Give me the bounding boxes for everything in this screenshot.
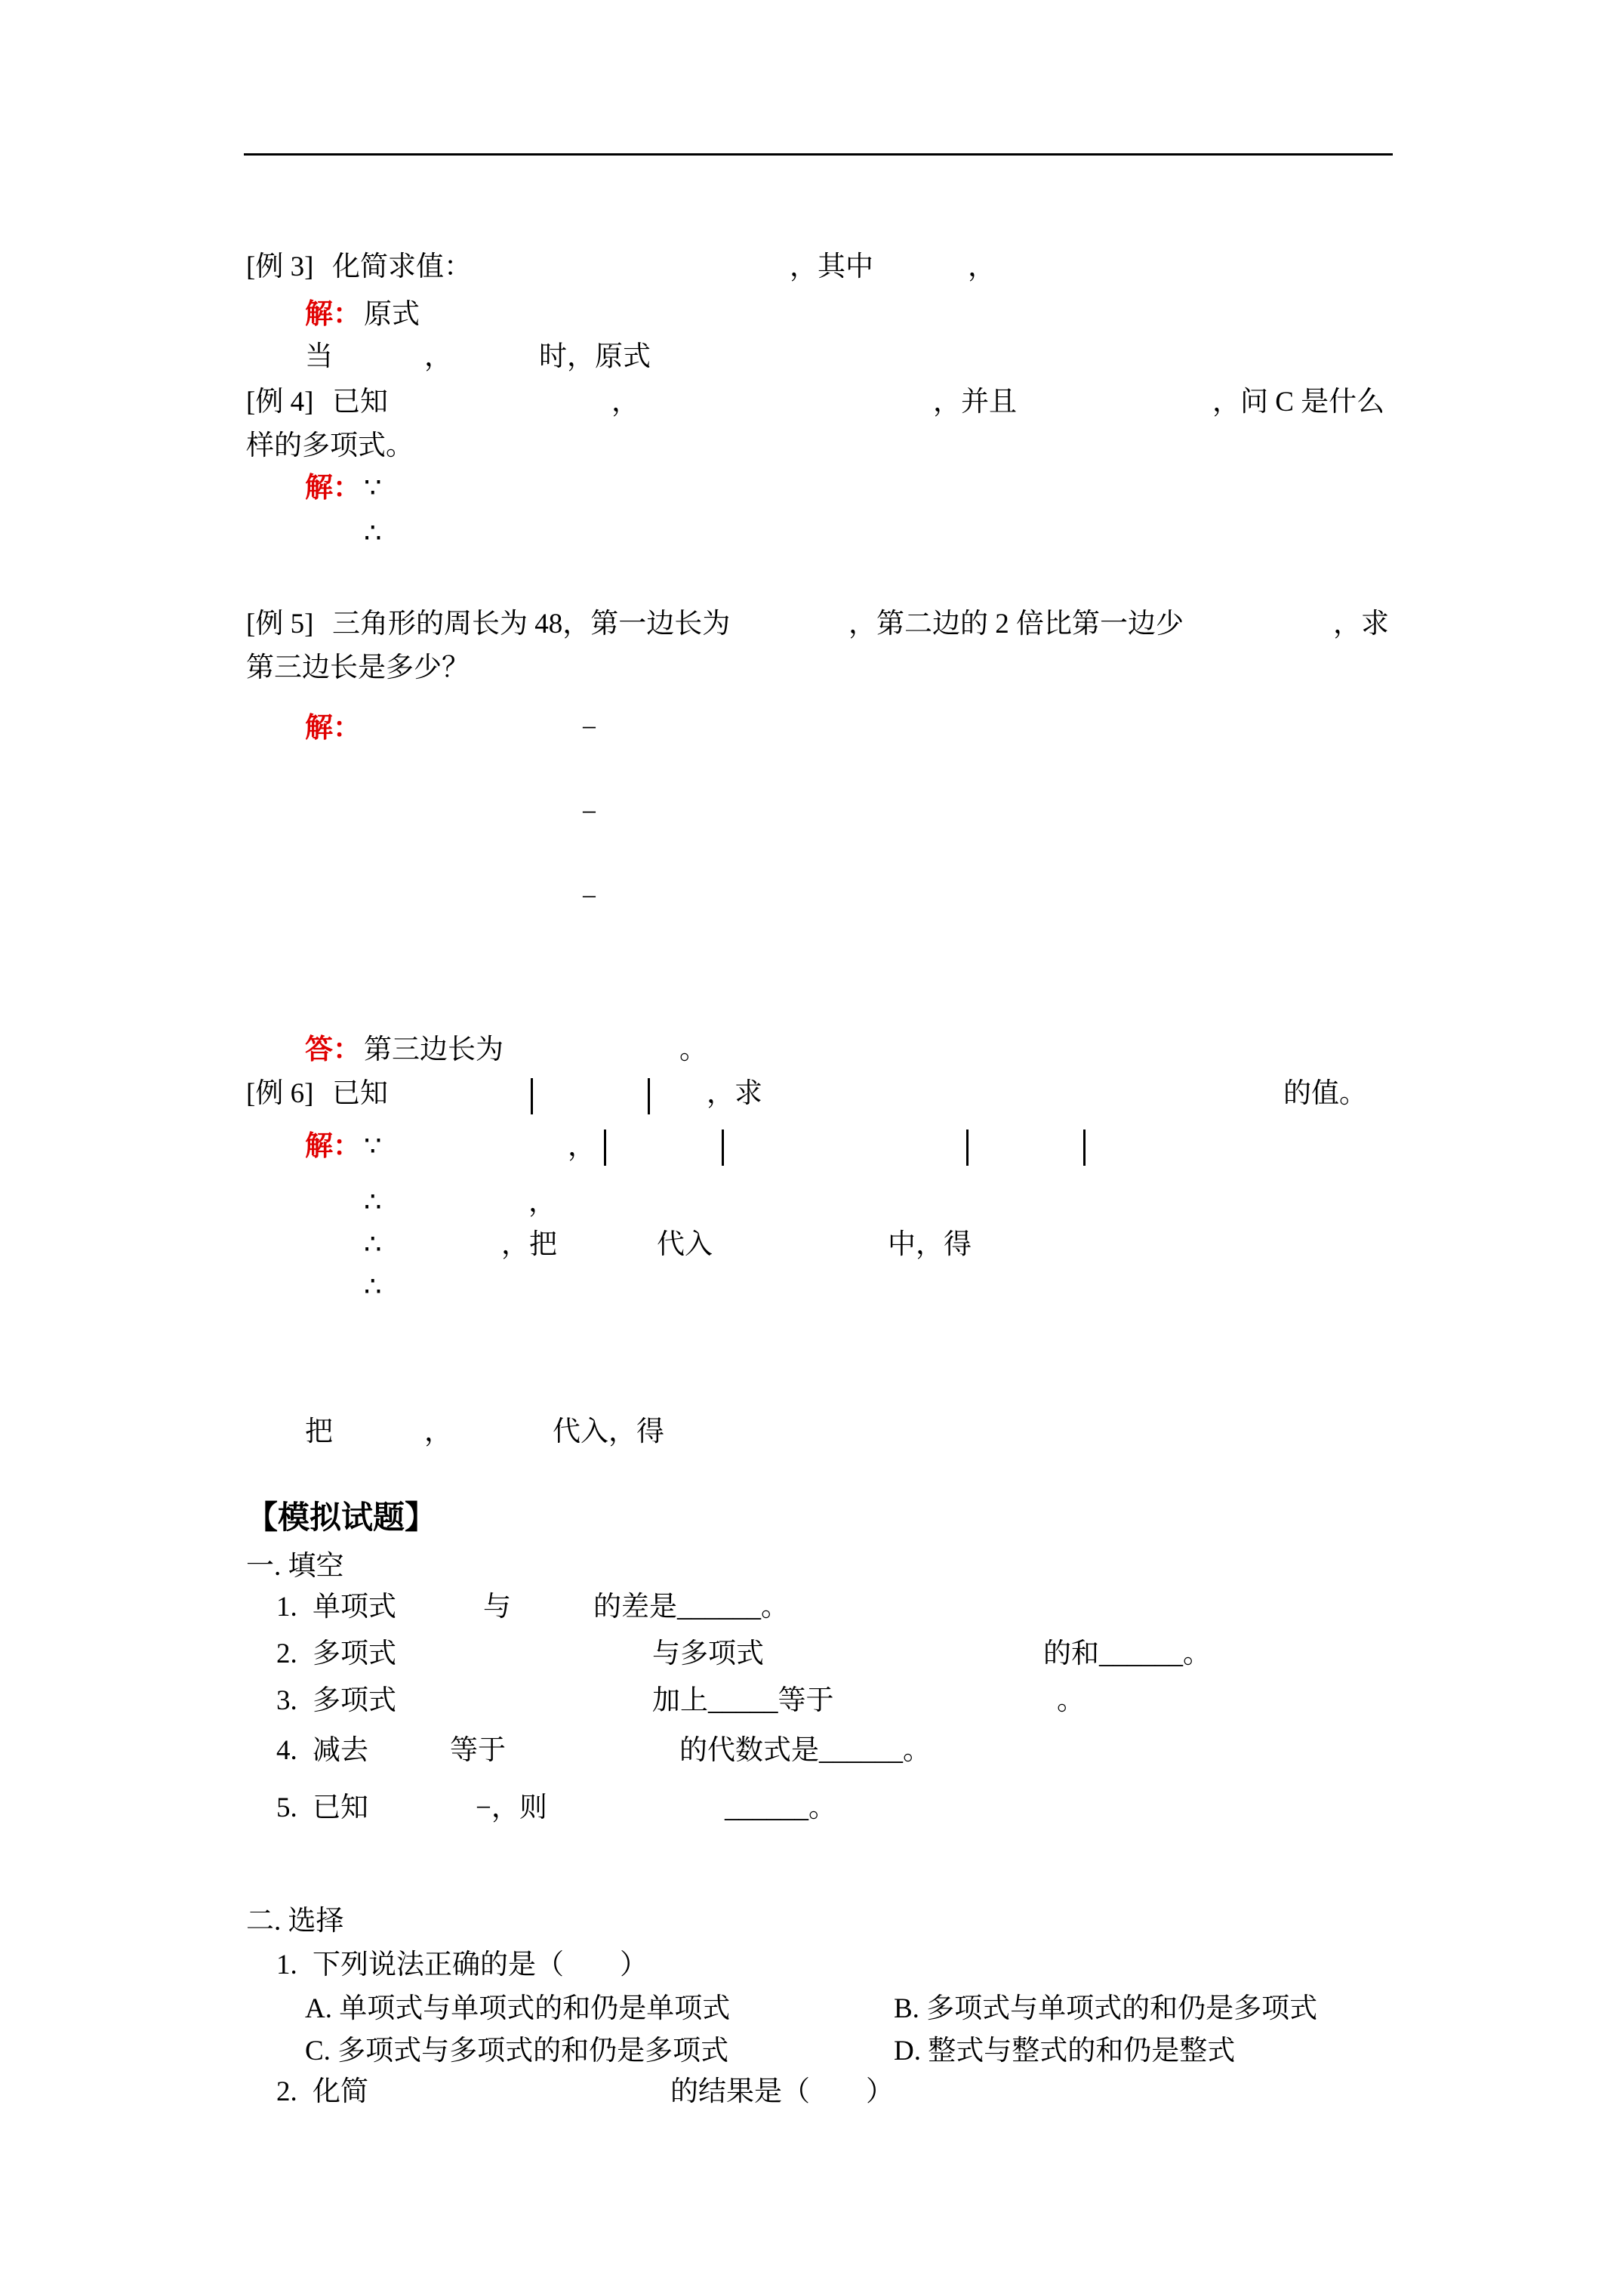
fill-in-header: 一. 填空 (246, 1551, 344, 1582)
example-6-find: ，求 (707, 1078, 762, 1109)
fill-q3-text-b: 加上_____等于 (652, 1685, 834, 1716)
fill-q4-text-a: 减去 (313, 1735, 368, 1766)
example-3-qizhong: ，其中 (790, 251, 873, 282)
abs-bar (531, 1078, 533, 1114)
example-5-dash-2: − (581, 797, 597, 828)
abs-bar (966, 1130, 969, 1166)
choice-header: 二. 选择 (246, 1906, 344, 1937)
example-5-dash-1: − (581, 713, 597, 744)
example-6-comma-b: ， (528, 1187, 556, 1218)
header-rule (244, 153, 1393, 156)
fill-q3-number: 3. (276, 1685, 297, 1716)
therefore-symbol: ∴ (364, 1229, 382, 1260)
fill-q4-number: 4. (276, 1735, 297, 1766)
example-4-and: ，并且 (933, 387, 1017, 418)
example-5-answer-period: 。 (679, 1034, 707, 1065)
fill-q2-text-b: 与多项式 (652, 1638, 764, 1669)
example-4-given: 已知 (332, 387, 388, 418)
example-3-prompt: 化简求值： (332, 251, 472, 282)
example-3-comma: ， (968, 251, 996, 282)
example-6-label: [例 6] (246, 1078, 314, 1109)
therefore-symbol: ∴ (364, 518, 382, 549)
example-5-label: [例 5] (246, 609, 314, 639)
fill-q1-text-c: 的差是______。 (593, 1592, 789, 1623)
abs-bar (648, 1078, 650, 1114)
fill-q3-text-a: 多项式 (313, 1685, 396, 1716)
fill-q5-text-a: 已知 (313, 1792, 368, 1823)
example-5-dash-3: − (581, 882, 597, 913)
example-5-line-2: 第三边长是多少？ (246, 652, 470, 683)
mock-test-title: 【模拟试题】 (246, 1501, 437, 1536)
choice-q2-text-b: 的结果是（ ） (670, 2076, 894, 2107)
fill-q5-text-c: ______。 (725, 1792, 836, 1823)
fill-q5-text-b: −，则 (476, 1792, 547, 1823)
example-3-solution-label: 解： (305, 299, 361, 330)
example-3-when: 当 (305, 341, 333, 372)
example-6-given: 已知 (332, 1078, 388, 1109)
example-5-find: ，求 (1333, 609, 1389, 639)
fill-q3-text-c: 。 (1057, 1685, 1085, 1716)
example-4-label: [例 4] (246, 387, 314, 418)
example-6-into-get: 中，得 (888, 1229, 972, 1260)
abs-bar (722, 1130, 724, 1166)
abs-bar (604, 1130, 606, 1166)
example-6-substitute-2: 把 (305, 1416, 333, 1447)
fill-q4-text-b: 等于 (450, 1735, 506, 1766)
therefore-symbol: ∴ (364, 1187, 382, 1218)
example-5-answer-label: 答： (305, 1034, 361, 1065)
example-3-original-expr: 原式 (364, 299, 420, 330)
fill-q4-text-c: 的代数式是______。 (679, 1735, 931, 1766)
fill-q1-text-a: 单项式 (313, 1592, 396, 1623)
because-symbol: ∵ (364, 473, 382, 504)
example-4-question: ，问 C 是什么 (1212, 387, 1385, 418)
example-6-plug-in: 代入 (657, 1229, 713, 1260)
choice-q1-option-a: A. 单项式与单项式的和仍是单项式 (305, 1993, 731, 2024)
choice-q1-option-d: D. 整式与整式的和仍是整式 (894, 2036, 1236, 2066)
example-5-text-1: 三角形的周长为 48，第一边长为 (332, 609, 731, 639)
choice-q1-number: 1. (276, 1949, 297, 1980)
example-4-comma: ， (611, 387, 639, 418)
example-6-substitute: ，把 (501, 1229, 557, 1260)
example-5-text-2: ，第二边的 2 倍比第一边少 (848, 609, 1184, 639)
choice-q1-question: 下列说法正确的是（ ） (313, 1949, 648, 1980)
example-6-comma-c: ， (424, 1416, 452, 1447)
choice-q1-option-b: B. 多项式与单项式的和仍是多项式 (894, 1993, 1318, 2024)
choice-q1-option-c: C. 多项式与多项式的和仍是多项式 (305, 2036, 729, 2066)
example-6-plug-in-get: 代入，得 (553, 1416, 664, 1447)
fill-q2-text-c: 的和______。 (1043, 1638, 1211, 1669)
example-5-answer-text: 第三边长为 (364, 1034, 504, 1065)
fill-q2-number: 2. (276, 1638, 297, 1669)
choice-q2-text-a: 化简 (313, 2076, 368, 2107)
fill-q5-number: 5. (276, 1792, 297, 1823)
example-6-value-of: 的值。 (1283, 1078, 1367, 1109)
abs-bar (1083, 1130, 1086, 1166)
fill-q1-text-b: 与 (483, 1592, 511, 1623)
fill-q1-number: 1. (276, 1592, 297, 1623)
example-3-then-expr: 时，原式 (539, 341, 651, 372)
example-4-solution-label: 解： (305, 473, 361, 504)
example-5-solution-label: 解： (305, 713, 361, 744)
fill-q2-text-a: 多项式 (313, 1638, 396, 1669)
example-6-solution-label: 解： (305, 1131, 361, 1162)
choice-q2-number: 2. (276, 2076, 297, 2107)
example-4-line-2: 样的多项式。 (246, 430, 414, 461)
therefore-symbol: ∴ (364, 1271, 382, 1302)
because-symbol: ∵ (364, 1131, 382, 1162)
example-6-comma-a: ， (568, 1131, 596, 1162)
example-3-comma-2: ， (424, 341, 452, 372)
example-3-label: [例 3] (246, 251, 314, 282)
